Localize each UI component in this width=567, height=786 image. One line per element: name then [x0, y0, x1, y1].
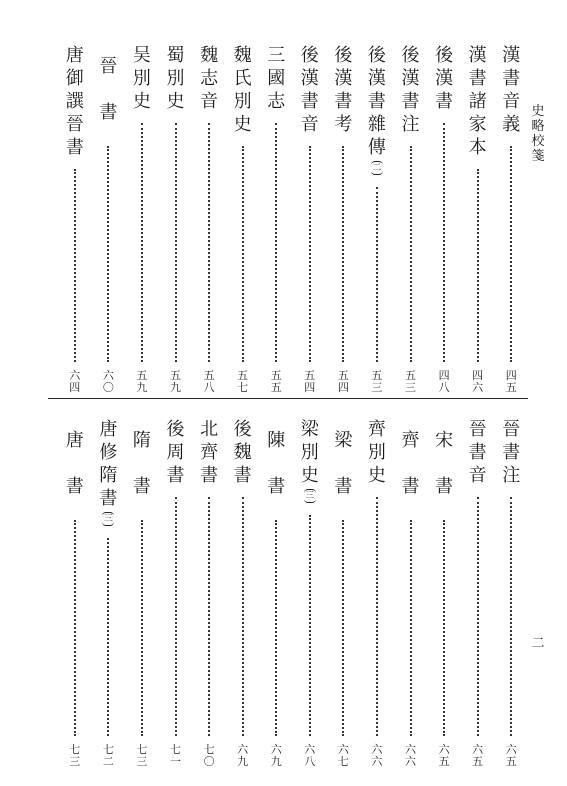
toc-entry-title [367, 44, 387, 175]
toc-entry-title-text: 魏氏別史 [233, 45, 252, 135]
dot-leader [74, 520, 76, 736]
toc-entry-page: 四八 [438, 369, 450, 394]
dot-leader [410, 146, 412, 362]
toc-entry-title [266, 44, 286, 113]
dot-leader [141, 520, 143, 736]
toc-entry-title [166, 44, 186, 113]
toc-entry-title-text: 後漢書 [435, 45, 454, 112]
toc-entry-title [367, 418, 387, 487]
dot-leader [242, 497, 244, 736]
toc-entry [333, 44, 353, 394]
toc-entry-title-text: 後漢書雜傳 [367, 45, 386, 158]
toc-entry-title-text: 晉書音 [468, 419, 487, 486]
toc-entry-page: 六九 [237, 743, 249, 768]
toc-entry-title [501, 44, 521, 136]
toc-entry-title [233, 44, 253, 136]
toc-entry-page: 六六 [371, 743, 383, 768]
toc-entry-title-text: 隋書 [132, 430, 151, 497]
dot-leader [342, 146, 344, 362]
toc-entry-title [199, 418, 219, 487]
toc-entry [166, 44, 186, 394]
toc-entry-note: 三 [103, 514, 113, 524]
dot-leader [342, 520, 344, 736]
toc-entry-title-text: 魏志音 [200, 45, 219, 112]
dot-leader [309, 146, 311, 362]
dot-leader [477, 169, 479, 362]
toc-entry-page: 四六 [472, 369, 484, 394]
toc-entry-title-text: 晉書注 [502, 419, 521, 486]
dot-leader [175, 123, 177, 362]
toc-entry-title-text: 齊書 [401, 430, 420, 497]
toc-entry-title [65, 44, 85, 159]
toc-entry [65, 44, 85, 394]
toc-entry-note: 三 [305, 491, 315, 501]
toc-entry-title-text: 蜀別史 [166, 45, 185, 112]
toc-entry-page: 六八 [304, 743, 316, 768]
toc-entry-title-text: 宋書 [435, 430, 454, 497]
toc-entry-title [98, 418, 118, 526]
toc-entry-title [266, 418, 286, 510]
dot-leader [107, 146, 109, 362]
toc-entry [434, 44, 454, 394]
toc-entry-title [300, 418, 320, 503]
toc-entry [401, 44, 421, 394]
toc-entry-title [501, 418, 521, 487]
toc-entry-title-text: 後魏書 [233, 419, 252, 486]
toc-entry [132, 418, 152, 768]
toc-entry [434, 418, 454, 768]
dot-leader [208, 497, 210, 736]
dot-leader [208, 123, 210, 362]
toc-entry [266, 44, 286, 394]
toc-entry-page: 五九 [170, 369, 181, 394]
toc-entry-page: 七三 [69, 743, 81, 768]
toc-entry-page: 五四 [304, 369, 316, 394]
toc-entry [468, 44, 488, 394]
toc-entry-title [65, 418, 85, 510]
toc-entry-title-text: 漢書諸家本 [468, 45, 487, 158]
dot-leader [510, 497, 512, 736]
toc-entry [199, 418, 219, 768]
toc-entry-page: 六五 [505, 743, 517, 768]
toc-entry-title-text: 後漢書注 [401, 45, 420, 135]
dot-leader [175, 497, 177, 736]
toc-entry-title-text: 後周書 [166, 419, 185, 486]
toc-entry-page: 七三 [136, 743, 148, 768]
toc-entry [468, 418, 488, 768]
dot-leader [275, 123, 277, 362]
toc-bottom-half [58, 418, 528, 768]
toc-entry-page: 六五 [472, 743, 484, 768]
toc-entry-note: 二 [372, 163, 382, 173]
toc-entry-title-text: 後漢書音 [300, 45, 319, 135]
dot-leader [309, 515, 311, 736]
toc-entry-page: 六六 [405, 743, 416, 768]
toc-entry [65, 418, 85, 768]
toc-entry-page: 六九 [270, 743, 282, 768]
toc-entry-page: 五三 [405, 369, 416, 394]
toc-entry-title [199, 44, 219, 113]
toc-entry-page: 五八 [203, 369, 215, 394]
toc-entry-page: 五五 [270, 369, 282, 394]
toc-entry [300, 44, 320, 394]
toc-entry-title-text: 後漢書考 [334, 45, 353, 135]
toc-entry-page: 五七 [237, 369, 249, 394]
toc-entry-title [166, 418, 186, 487]
toc-entry-page: 五九 [136, 369, 148, 394]
dot-leader [410, 520, 412, 736]
dot-leader [242, 146, 244, 362]
toc-entry-title [434, 418, 454, 510]
dot-leader [510, 146, 512, 362]
toc-entry-title [98, 44, 118, 136]
toc-entry-title [468, 418, 488, 487]
toc-entry-title [300, 44, 320, 136]
toc-entry [333, 418, 353, 768]
toc-entry-page: 五三 [371, 369, 383, 394]
dot-leader [443, 123, 445, 362]
dot-leader [376, 187, 378, 362]
toc-entry-title [401, 44, 421, 136]
section-divider [48, 398, 528, 399]
toc-entry [300, 418, 320, 768]
toc-entry-title-text: 北齊書 [200, 419, 219, 486]
toc-entry [367, 418, 387, 768]
toc-entry [501, 44, 521, 394]
toc-entry-title [132, 418, 152, 510]
toc-entry-title-text: 梁別史 [300, 419, 319, 486]
toc-entry-title-text: 陳書 [267, 430, 286, 497]
toc-entry-title [233, 418, 253, 487]
toc-entry-title [434, 44, 454, 113]
toc-entry [98, 418, 118, 768]
toc-entry [501, 418, 521, 768]
toc-entry [166, 418, 186, 768]
toc-entry-title-text: 漢書音義 [502, 45, 521, 135]
toc-entry [266, 418, 286, 768]
toc-entry [401, 418, 421, 768]
toc-entry [367, 44, 387, 394]
dot-leader [141, 123, 143, 362]
running-title: 史略校箋 [531, 104, 545, 164]
toc-top-half [58, 44, 528, 394]
toc-entry-title-text: 唐修隋書 [99, 419, 118, 509]
dot-leader [376, 497, 378, 736]
toc-entry [132, 44, 152, 394]
toc-entry-page: 六四 [69, 369, 81, 394]
toc-entry-title-text: 晉書 [99, 56, 118, 123]
dot-leader [107, 538, 109, 736]
toc-entry-page: 六五 [438, 743, 450, 768]
toc-entry-page: 五四 [337, 369, 349, 394]
toc-entry-title-text: 吴別史 [132, 45, 151, 112]
toc-entry-page: 六七 [337, 743, 349, 768]
toc-entry-title [333, 44, 353, 136]
toc-entry-title-text: 唐書 [65, 430, 84, 497]
toc-entry-page: 七二 [102, 743, 114, 768]
dot-leader [275, 520, 277, 736]
page-number: 二 [531, 636, 545, 651]
toc-entry-page: 四五 [505, 369, 517, 394]
dot-leader [74, 169, 76, 362]
toc-entry-title [401, 418, 421, 510]
toc-entry-page: 六〇 [102, 369, 114, 394]
toc-entry [233, 44, 253, 394]
toc-entry-title [333, 418, 353, 510]
toc-entry-title-text: 齊別史 [367, 419, 386, 486]
toc-entry-title-text: 三國志 [267, 45, 286, 112]
toc-entry-title [132, 44, 152, 113]
toc-entry-page: 七一 [170, 743, 181, 768]
toc-entry-title [468, 44, 488, 159]
dot-leader [443, 520, 445, 736]
toc-entry [233, 418, 253, 768]
dot-leader [477, 497, 479, 736]
toc-entry-title-text: 梁書 [334, 430, 353, 497]
toc-entry [199, 44, 219, 394]
toc-entry-title-text: 唐御譔晉書 [65, 45, 84, 158]
toc-entry [98, 44, 118, 394]
toc-entry-page: 七〇 [203, 743, 215, 768]
